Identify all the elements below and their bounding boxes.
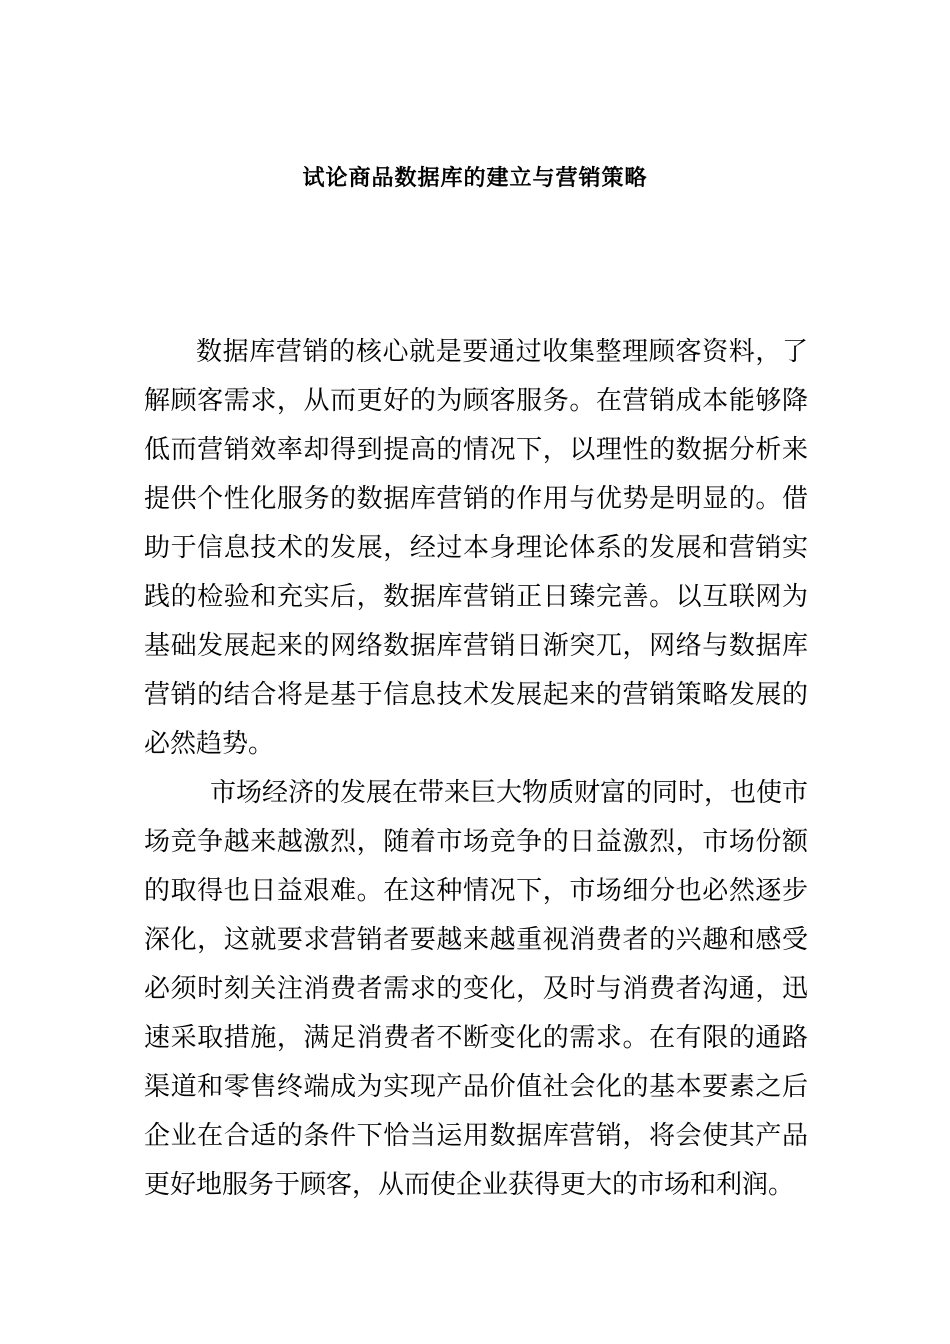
document-title: 试论商品数据库的建立与营销策略 [302, 165, 648, 191]
document-body [144, 328, 808, 1210]
paragraph-2: 市场经济的发展在带来巨大物质财富的同时，也使市场竞争越来越激烈，随着市场竞争的日益激烈，市场份额的取得也日益艰难。在这种情况下，市场细分也必然逐步深化，这就要求营销者要越来越重视消费者的兴趣和感受必须时刻关注消费者需求的变化，及时与消费者沟通，迅速采取措施，满足消费者不断变化的需求。在有限的通路渠道和零售终端成为实现产品价值社会化的基本要素之后企业在合适的条件下恰当运用数据库营销，将会使其产品更好地服务于顾客，从而使企业获得更大的市场和利润。 [144, 778, 809, 1200]
paragraph-1: 数据库营销的核心就是要通过收集整理顾客资料，了解顾客需求，从而更好的为顾客服务。在营销成本能够降低而营销效率却得到提高的情况下，以理性的数据分析来提供个性化服务的数据库营销的作用与优势是明显的。借助于信息技术的发展，经过本身理论体系的发展和营销实践的检验和充实后，数据库营销正日臻完善。以互联网为基础发展起来的网络数据库营销日渐突兀，网络与数据库营销的结合将是基于信息技术发展起来的营销策略发展的必然趋势。 [144, 337, 808, 759]
